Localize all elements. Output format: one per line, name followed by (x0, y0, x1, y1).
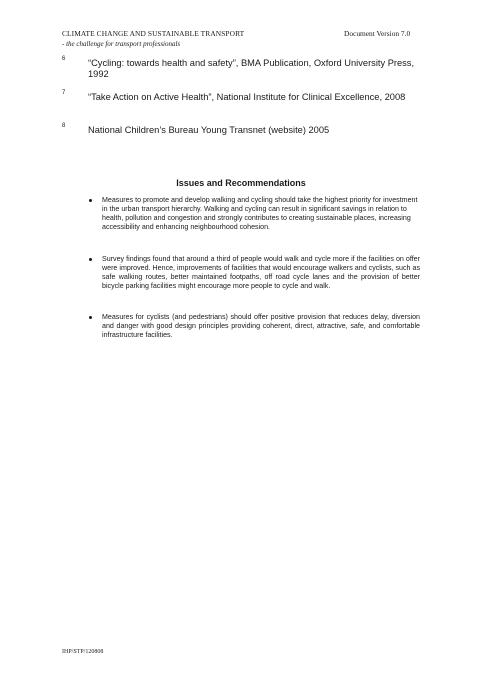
footnote-number: 6 (62, 56, 66, 62)
bullet-text: Survey findings found that around a third of people would walk and cycle more if the facilities on offer were improved. Hence, improvements of facilities that would encourage walkers and cyclists, such as safe walking routes, better maintained footpaths, off road cycle lanes and the provision of better bicycle parking facilities might encourage more people to cycle and walk. (102, 255, 420, 290)
footnote-text: “Cycling: towards health and safety”, BMA Publication, Oxford University Press, 1992 (88, 58, 415, 79)
bullet-text: Measures to promote and develop walking and cycling should take the highest priority for investment in the urban transport hierarchy. Walking and cycling can result in significant savings in relation to health, pollution and congestion and strongly contributes to creating sustainable places, increasing accessibility and enhancing neighbourhood cohesion. (102, 196, 418, 231)
section-heading: Issues and Recommendations (176, 178, 306, 188)
bullet-dot-icon (89, 258, 92, 261)
document-header (62, 29, 244, 49)
document-title: CLIMATE CHANGE AND SUSTAINABLE TRANSPORT (62, 29, 245, 38)
bullet-dot-icon (89, 199, 92, 202)
bullet-text: Measures for cyclists (and pedestrians) should offer positive provision that reduces delay, diversion and danger with good design principles providing coherent, direct, attractive, safe, and comfortable infrastructure facilities. (102, 313, 420, 339)
document-version: Document Version 7.0 (344, 29, 411, 38)
footnote-number: 7 (62, 90, 66, 96)
footnote-text: “Take Action on Active Health”, National Institute for Clinical Excellence, 2008 (88, 92, 406, 102)
footnote-text: National Children’s Bureau Young Transnet (website) 2005 (88, 125, 330, 135)
bullet-dot-icon (89, 316, 92, 319)
document-subtitle: - the challenge for transport professionals (62, 40, 181, 48)
footer-code: IHP/STP/120808 (62, 649, 104, 655)
footnote-number: 8 (62, 123, 66, 129)
